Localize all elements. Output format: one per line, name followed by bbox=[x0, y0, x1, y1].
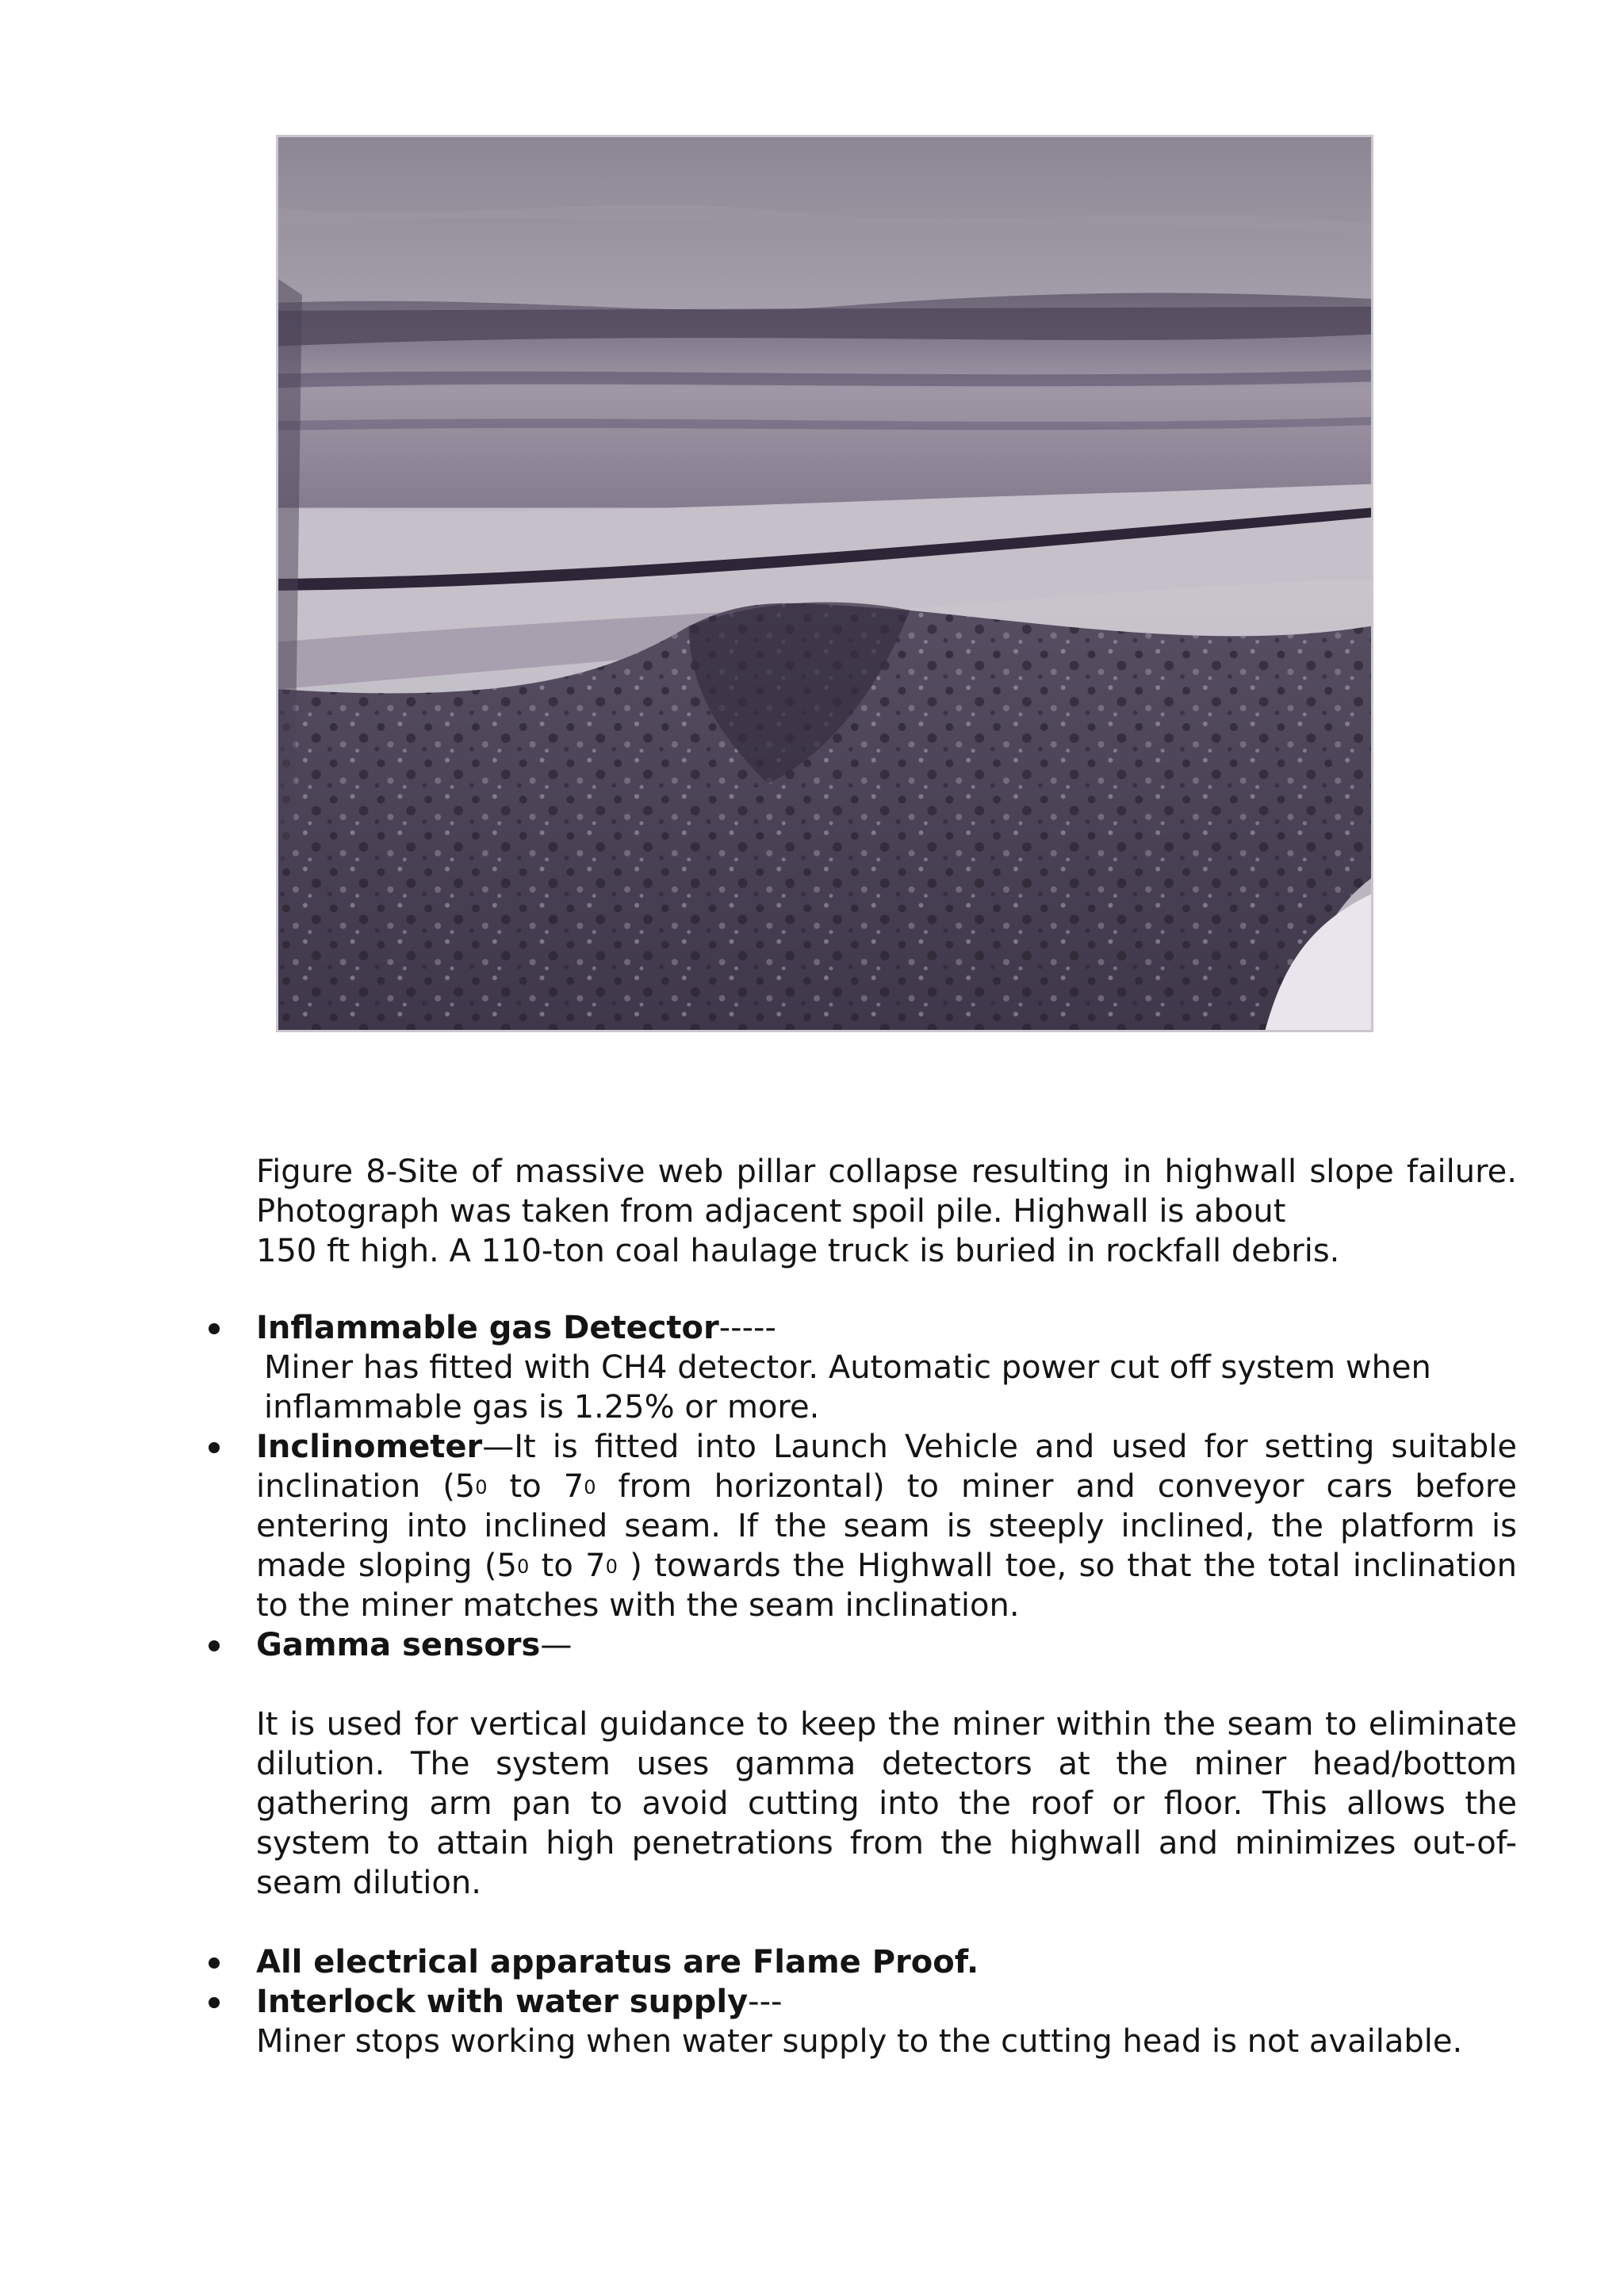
list-item-inclinometer bbox=[256, 1427, 1517, 1625]
item-title: Inflammable gas Detector bbox=[256, 1310, 719, 1346]
bullet-icon bbox=[209, 1957, 220, 1969]
item-title: Inclinometer bbox=[256, 1429, 483, 1465]
item-text: It is fitted into Launch Vehicle and used for setting suitable inclination (5 bbox=[256, 1429, 1517, 1505]
item-dash: — bbox=[540, 1627, 573, 1663]
list-item-gas-detector bbox=[256, 1308, 1517, 1427]
degree-sup: 0 bbox=[605, 1556, 618, 1578]
item-text: ) towards the Highwall toe, so that the total inclination to the miner matches with the seam inclination. bbox=[256, 1548, 1517, 1624]
list-item-water-interlock bbox=[256, 1982, 1517, 2061]
bullet-icon bbox=[209, 1442, 220, 1453]
bullet-icon bbox=[209, 1640, 220, 1651]
item-dash: --- bbox=[748, 1984, 783, 2020]
degree-sup: 0 bbox=[475, 1476, 488, 1498]
item-text: from horizontal) to miner and conveyor cars before entering into inclined seam. If the seam is steeply inclined, the platform is made sloping (5 bbox=[256, 1468, 1517, 1584]
bullet-icon bbox=[209, 1323, 220, 1334]
list-item-flame-proof bbox=[256, 1942, 1517, 1982]
item-title: All electrical apparatus are Flame Proof. bbox=[256, 1944, 979, 1980]
figure-caption bbox=[256, 1152, 1517, 1271]
list-item-gamma-sensors bbox=[256, 1625, 1517, 1903]
item-body: It is used for vertical guidance to keep the miner within the seam to eliminate dilution. The system uses gamma detectors at the miner head/bottom gathering arm pan to avoid cutting into the roof or floor. This allows the system to attain high penetrations from the highwall and minimizes out-of-seam dilution. bbox=[256, 1706, 1517, 1901]
caption-line-2: 150 ft high. A 110-ton coal haulage truck is buried in rockfall debris. bbox=[256, 1233, 1340, 1269]
item-text: to 7 bbox=[529, 1548, 606, 1584]
item-body: Miner stops working when water supply to the cutting head is not available. bbox=[256, 2023, 1463, 2060]
item-text: to 7 bbox=[487, 1468, 584, 1505]
item-dash: ----- bbox=[718, 1310, 776, 1346]
caption-line-1: Figure 8-Site of massive web pillar collapse resulting in highwall slope failure. Photograph was taken from adjacent spoil pile. Highwall is about bbox=[256, 1154, 1517, 1230]
item-dash: — bbox=[482, 1429, 515, 1465]
bullet-icon bbox=[209, 1997, 220, 2008]
degree-sup: 0 bbox=[584, 1476, 596, 1498]
item-title: Interlock with water supply bbox=[256, 1984, 749, 2020]
highwall-collapse-photo bbox=[276, 135, 1373, 1032]
item-title: Gamma sensors bbox=[256, 1627, 541, 1663]
item-body: Miner has fitted with CH4 detector. Automatic power cut off system when inflammable gas is 1.25% or more. bbox=[264, 1349, 1431, 1425]
degree-sup: 0 bbox=[516, 1556, 530, 1578]
